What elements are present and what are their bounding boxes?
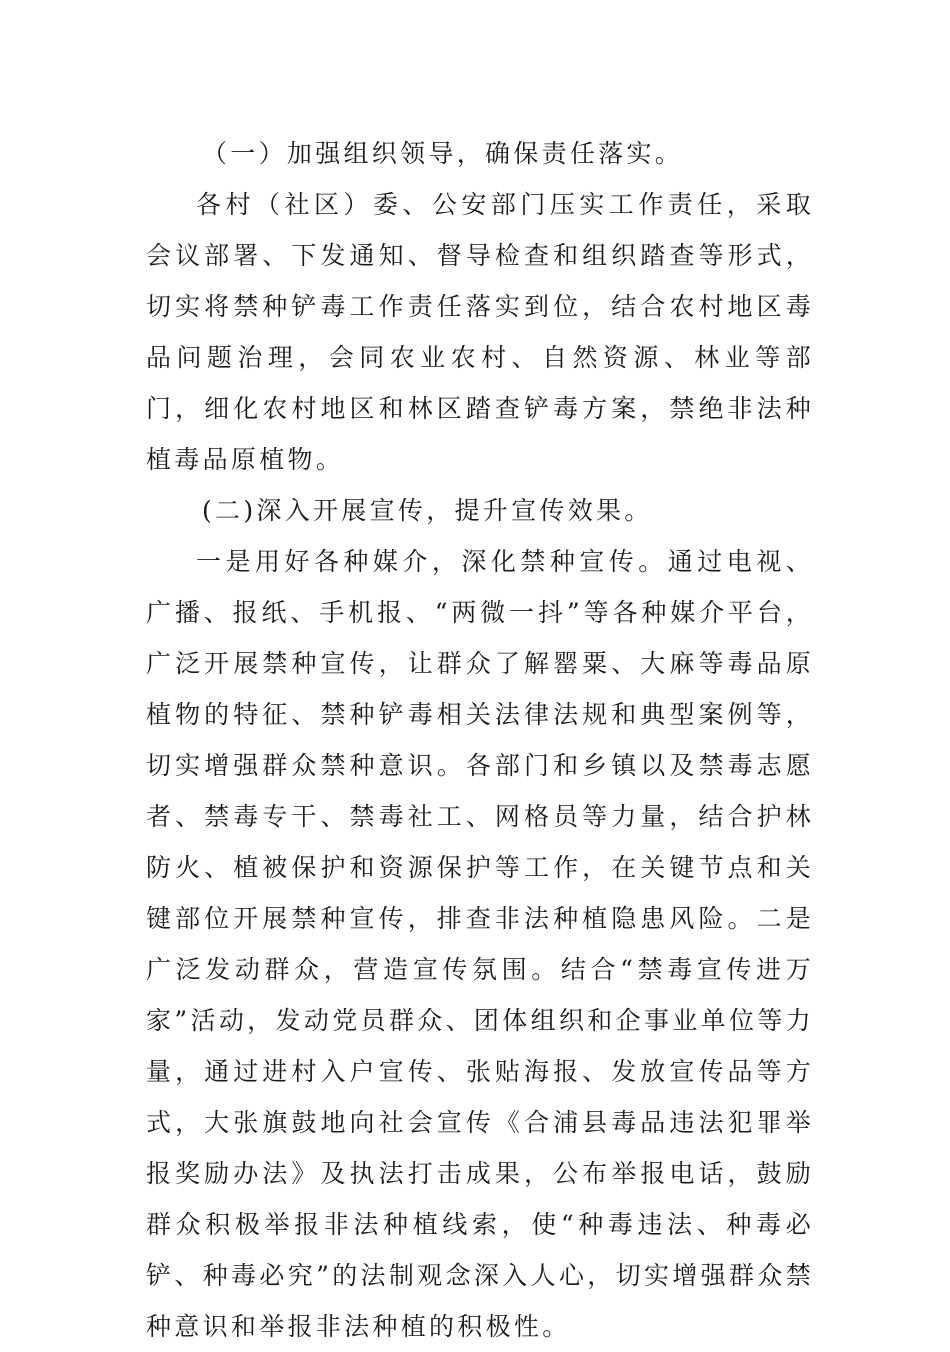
section-2-paragraph-1: 一是用好各种媒介，深化禁种宣传。通过电视、广播、报纸、手机报、“两微一抖”等各种媒介平台，广泛开展禁种宣传，让群众了解罂粟、大麻等毒品原植物的特征、禁种铲毒相关法律法规和典型案例等，切实增强群众禁种意识。各部门和乡镇以及禁毒志愿者、禁毒专干、禁毒社工、网格员等力量，结合护林防火、植被保护和资源保护等工作，在关键节点和关键部位开展禁种宣传，排查非法种植隐患风险。二是广泛发动群众，营造宣传氛围。结合“禁毒宣传进万家”活动，发动党员群众、团体组织和企事业单位等力量，通过进村入户宣传、张贴海报、发放宣传品等方式，大张旗鼓地向社会宣传《合浦县毒品违法犯罪举报奖励办法》及执法打击成果，公布举报电话，鼓励群众积极举报非法种植线索，使“种毒违法、种毒必铲、种毒必究”的法制观念深入人心，切实增强群众禁种意识和举报非法种植的积极性。	[146, 547, 814, 1341]
document-body	[146, 128, 814, 1352]
section-1-paragraph-1: 各村（社区）委、公安部门压实工作责任，采取会议部署、下发通知、督导检查和组织踏查等形式，切实将禁种铲毒工作责任落实到位，结合农村地区毒品问题治理，会同农业农村、自然资源、林业等部门，细化农村地区和林区踏查铲毒方案，禁绝非法种植毒品原植物。	[146, 190, 814, 474]
section-heading-2: (二)深入开展宣传，提升宣传效果。	[202, 496, 653, 525]
section-heading-1: （一）加强组织领导，确保责任落实。	[202, 139, 684, 168]
